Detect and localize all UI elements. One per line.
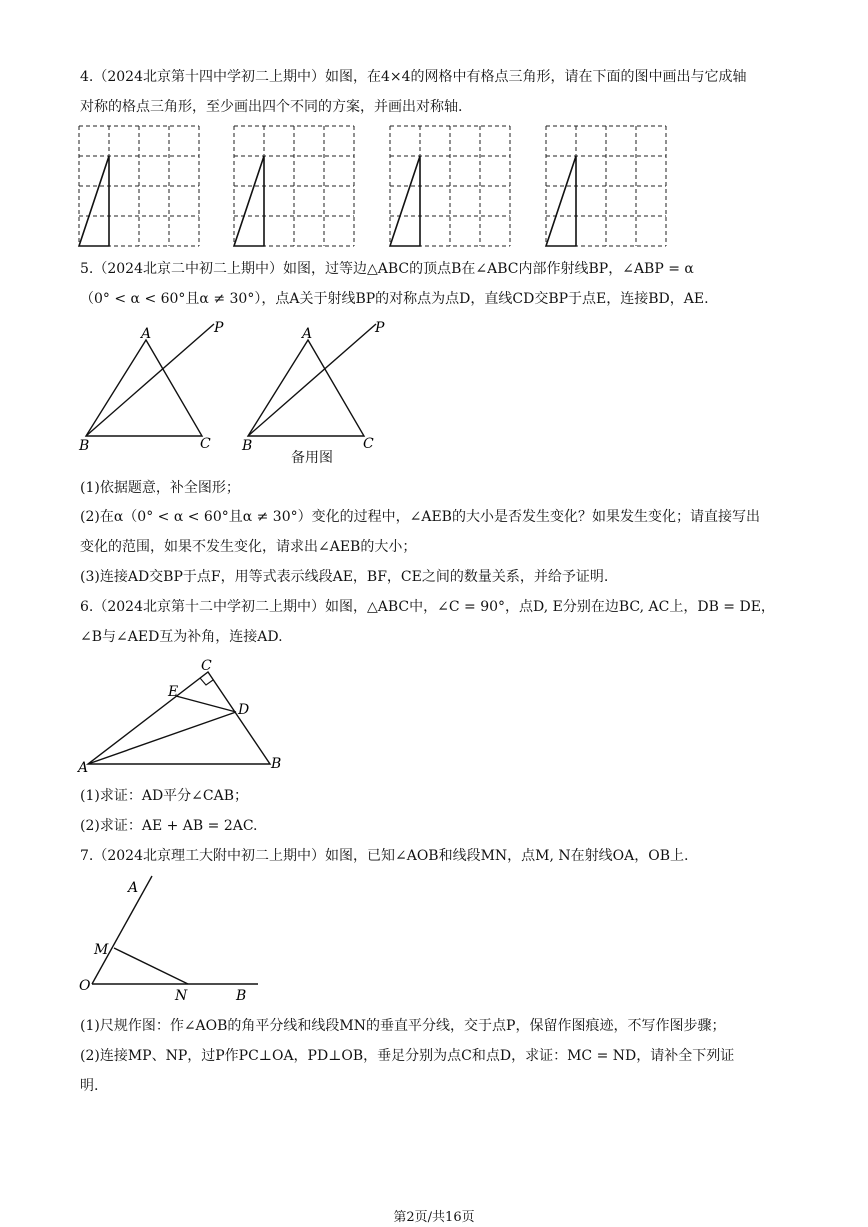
q7-label-a: A: [128, 880, 139, 896]
q5-fig2-label-p: P: [375, 320, 385, 336]
q5-part2a: (2)在α（0° < α < 60°且α ≠ 30°）变化的过程中，∠AEB的大小是否发生变化？如果发生变化；请直接写出: [80, 509, 760, 525]
q7-angle-figure: [76, 872, 276, 1004]
q5-fig-caption: 备用图: [291, 450, 333, 466]
q6-part1: (1)求证：AD平分∠CAB；: [80, 788, 249, 804]
q7-part2a: (2)连接MP、NP，过P作PC⊥OA，PD⊥OB，垂足分别为点C和点D，求证：MC = ND，请补全下列证: [80, 1048, 735, 1064]
q7-segment-mn: [114, 948, 188, 984]
q6-line2: ∠B与∠AED互为补角，连接AD.: [80, 629, 283, 645]
q6-label-a: A: [78, 760, 89, 776]
q5-part1: (1)依据题意，补全图形；: [80, 480, 240, 496]
lattice-triangle: [79, 156, 109, 246]
q6-triangle-abc: [88, 672, 270, 764]
q7-part2b: 明.: [80, 1078, 99, 1094]
q5-part2b: 变化的范围，如果不发生变化，请求出∠AEB的大小；: [80, 539, 417, 555]
q5-fig1-label-p: P: [214, 320, 224, 336]
q7-label-o: O: [79, 978, 91, 994]
q6-right-angle-mark: [200, 678, 213, 685]
lattice-triangle: [234, 156, 264, 246]
q4-line2: 对称的格点三角形，至少画出四个不同的方案，并画出对称轴.: [80, 99, 463, 115]
q4-line1: 4.（2024北京第十四中学初二上期中）如图，在4×4的网格中有格点三角形，请在下面的图中画出与它成轴: [80, 69, 747, 85]
q7-label-b: B: [236, 988, 247, 1004]
page-footer: 第2页/共16页: [393, 1210, 475, 1225]
q5-fig1-label-a: A: [141, 326, 152, 342]
q4-grid-figures: [76, 124, 676, 250]
q5-fig2-label-c: C: [363, 436, 374, 452]
lattice-triangle: [390, 156, 420, 246]
q4-grid-3: [390, 126, 510, 246]
q7-ray-oa: [92, 876, 152, 984]
q6-part2: (2)求证：AE + AB = 2AC.: [80, 818, 258, 834]
q5-triangle-figures: [76, 314, 396, 470]
q5-fig2-label-b: B: [242, 438, 253, 454]
q7-label-m: M: [94, 942, 109, 958]
q5-fig2-label-a: A: [302, 326, 313, 342]
q4-grid-2: [234, 126, 354, 246]
q6-label-b: B: [271, 756, 282, 772]
q6-segment-ad: [88, 712, 236, 764]
q4-grid-4: [546, 126, 666, 246]
q6-line1: 6.（2024北京第十二中学初二上期中）如图，△ABC中，∠C = 90°，点D, E分别在边BC, AC上，DB = DE，: [80, 599, 775, 615]
q7-part1: (1)尺规作图：作∠AOB的角平分线和线段MN的垂直平分线，交于点P，保留作图痕迹，不写作图步骤；: [80, 1018, 726, 1034]
q5-fig1-label-c: C: [200, 436, 211, 452]
q6-triangle-figure: [76, 654, 296, 778]
q7-line1: 7.（2024北京理工大附中初二上期中）如图，已知∠AOB和线段MN，点M, N在射线OA，OB上.: [80, 848, 689, 864]
q6-label-e: E: [168, 684, 179, 700]
q5-line1: 5.（2024北京二中初二上期中）如图，过等边△ABC的顶点B在∠ABC内部作射线BP，∠ABP = α: [80, 261, 694, 277]
q5-line2: （0° < α < 60°且α ≠ 30°），点A关于射线BP的对称点为点D，直线CD交BP于点E，连接BD，AE.: [80, 291, 709, 307]
q5-part3: (3)连接AD交BP于点F，用等式表示线段AE，BF，CE之间的数量关系，并给予证明.: [80, 569, 609, 585]
q6-label-d: D: [238, 702, 250, 718]
lattice-triangle: [546, 156, 576, 246]
q5-fig1-label-b: B: [79, 438, 90, 454]
q7-label-n: N: [175, 988, 188, 1004]
q4-grid-1: [79, 126, 199, 246]
q6-label-c: C: [201, 658, 212, 674]
q6-segment-ed: [176, 696, 236, 712]
